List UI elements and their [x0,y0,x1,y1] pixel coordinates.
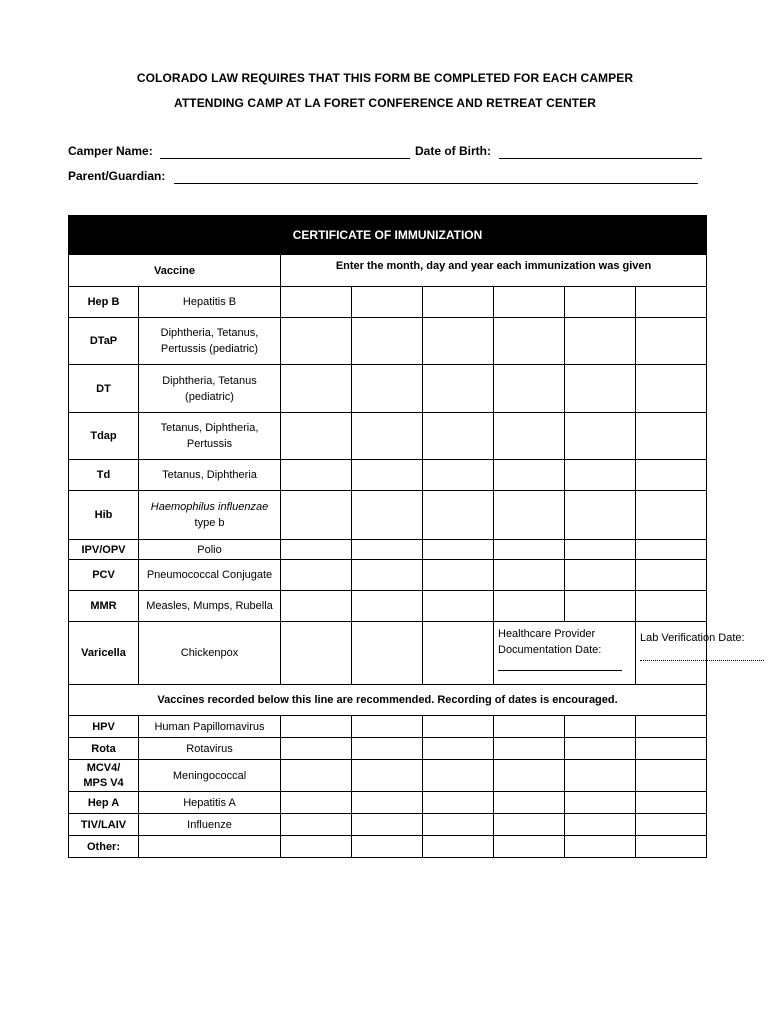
date-cell[interactable] [565,814,636,836]
date-of-birth-label: Date of Birth: [415,144,491,158]
date-cell[interactable] [565,792,636,814]
vaccine-row-hib [69,491,707,540]
date-cell[interactable] [352,738,423,760]
date-cell[interactable] [494,365,565,413]
date-cell[interactable] [494,560,565,591]
date-cell[interactable] [423,622,494,685]
date-cell[interactable] [494,836,565,858]
date-cell[interactable] [423,460,494,491]
date-cell[interactable] [352,792,423,814]
date-cell[interactable] [494,491,565,540]
vaccine-name: Rotavirus [139,738,281,760]
date-cell[interactable] [352,760,423,792]
vaccine-code: Hep B [69,287,139,318]
certificate-title: CERTIFICATE OF IMMUNIZATION [69,216,707,255]
vaccine-row-dt [69,365,707,413]
vaccine-row-tdap [69,413,707,460]
date-cell[interactable] [565,491,636,540]
vaccine-code: Rota [69,738,139,760]
form-heading-line-1: COLORADO LAW REQUIRES THAT THIS FORM BE COMPLETED FOR EACH CAMPER [136,71,634,85]
date-cell[interactable] [565,287,636,318]
date-cell[interactable] [281,738,352,760]
vaccine-column-header: Vaccine [69,255,281,287]
date-cell[interactable] [281,413,352,460]
date-cell[interactable] [281,287,352,318]
vaccine-code: Tdap [69,413,139,460]
date-cell[interactable] [636,491,707,540]
vaccine-name-rest: type b [194,517,225,529]
date-cell[interactable] [494,287,565,318]
recommended-note: Vaccines recorded below this line are recommended. Recording of dates is encouraged. [69,685,707,716]
date-cell[interactable] [494,318,565,365]
vaccine-code: HPV [69,716,139,738]
vaccine-row-hpv [69,716,707,738]
date-cell[interactable] [352,836,423,858]
vaccine-code: Varicella [69,622,139,685]
vaccine-code: TIV/LAIV [69,814,139,836]
vaccine-name: Measles, Mumps, Rubella [139,591,281,622]
date-cell[interactable] [565,365,636,413]
camper-name-label: Camper Name: [68,144,153,158]
vaccine-name: Influenze [139,814,281,836]
date-cell[interactable] [494,814,565,836]
date-cell[interactable] [281,591,352,622]
date-cell[interactable] [494,460,565,491]
date-cell[interactable] [423,836,494,858]
vaccine-row-influenza [69,814,707,836]
date-cell[interactable] [494,413,565,460]
date-cell[interactable] [423,491,494,540]
date-cell[interactable] [494,540,565,560]
camper-info-row [68,144,708,162]
vaccine-name: Hepatitis B [139,287,281,318]
vaccine-code: MCV4/ MPS V4 [69,760,139,792]
date-cell[interactable] [565,591,636,622]
date-cell[interactable] [281,491,352,540]
date-cell[interactable] [281,836,352,858]
date-cell[interactable] [423,792,494,814]
date-cell[interactable] [636,287,707,318]
date-cell[interactable] [281,560,352,591]
date-cell[interactable] [494,760,565,792]
date-cell[interactable] [636,413,707,460]
date-cell[interactable] [281,760,352,792]
date-cell[interactable] [636,540,707,560]
date-cell[interactable] [423,287,494,318]
date-cell[interactable] [636,318,707,365]
date-cell[interactable] [352,491,423,540]
vaccine-name-field[interactable] [139,836,281,858]
vaccine-code: DTaP [69,318,139,365]
parent-guardian-label: Parent/Guardian: [68,169,166,183]
date-cell[interactable] [281,318,352,365]
date-cell[interactable] [281,622,352,685]
date-cell[interactable] [565,760,636,792]
vaccine-row-mcv4 [69,760,707,792]
vaccine-name: Human Papillomavirus [139,716,281,738]
date-cell[interactable] [423,738,494,760]
date-cell[interactable] [565,540,636,560]
vaccine-name: Pneumococcal Conjugate [139,560,281,591]
vaccine-code: Other: [69,836,139,858]
date-cell[interactable] [565,836,636,858]
date-cell[interactable] [423,716,494,738]
vaccine-name [139,491,281,540]
date-cell[interactable] [352,716,423,738]
camper-name-field[interactable] [160,144,410,159]
date-cell[interactable] [423,814,494,836]
vaccine-row-hep-b [69,287,707,318]
dates-column-header: Enter the month, day and year each immunization was given [281,255,707,287]
vaccine-row-rota [69,738,707,760]
date-cell[interactable] [423,413,494,460]
date-cell[interactable] [494,591,565,622]
date-cell[interactable] [352,591,423,622]
date-of-birth-field[interactable] [499,144,702,159]
vaccine-name: Tetanus, Diphtheria [139,460,281,491]
date-cell[interactable] [636,760,707,792]
vaccine-name: Tetanus, Diphtheria, Pertussis [139,413,281,460]
date-cell[interactable] [352,318,423,365]
vaccine-code: Td [69,460,139,491]
date-cell[interactable] [636,836,707,858]
date-cell[interactable] [281,365,352,413]
date-cell[interactable] [423,591,494,622]
immunization-table [68,215,745,858]
date-cell[interactable] [423,560,494,591]
date-cell[interactable] [636,738,707,760]
date-cell[interactable] [423,318,494,365]
guardian-row [68,169,708,187]
vaccine-code: Hep A [69,792,139,814]
lab-verification-line [640,650,764,661]
date-cell[interactable] [352,540,423,560]
date-cell[interactable] [636,792,707,814]
date-cell[interactable] [352,460,423,491]
date-cell[interactable] [565,413,636,460]
vaccine-row-other [69,836,707,858]
vaccine-name: Meningococcal [139,760,281,792]
vaccine-code: Hib [69,491,139,540]
provider-documentation-cell[interactable] [494,622,636,685]
vaccine-code: MMR [69,591,139,622]
vaccine-name: Diphtheria, Tetanus, Pertussis (pediatric) [139,318,281,365]
date-cell[interactable] [636,365,707,413]
date-cell[interactable] [352,287,423,318]
date-cell[interactable] [423,760,494,792]
vaccine-code: IPV/OPV [69,540,139,560]
parent-guardian-field[interactable] [174,169,698,184]
vaccine-row-hep-a [69,792,707,814]
vaccine-name: Polio [139,540,281,560]
date-cell[interactable] [565,318,636,365]
vaccine-row-varicella [69,622,707,685]
vaccine-row-pcv [69,560,707,591]
provider-documentation-line [498,660,622,671]
date-cell[interactable] [281,540,352,560]
date-cell[interactable] [494,716,565,738]
vaccine-name: Hepatitis A [139,792,281,814]
vaccine-code: PCV [69,560,139,591]
form-heading-line-2: ATTENDING CAMP AT LA FORET CONFERENCE AND RETREAT CENTER [173,96,597,110]
vaccine-row-ipv [69,540,707,560]
date-cell[interactable] [281,814,352,836]
vaccine-code: DT [69,365,139,413]
vaccine-row-dtap [69,318,707,365]
date-cell[interactable] [423,540,494,560]
date-cell[interactable] [636,460,707,491]
lab-verification-cell[interactable] [636,622,745,685]
provider-documentation-label: Healthcare Provider Documentation Date: [498,628,602,656]
vaccine-row-td [69,460,707,491]
date-cell[interactable] [352,814,423,836]
vaccine-name-italic: Haemophilus influenzae [150,501,269,513]
date-cell[interactable] [565,738,636,760]
vaccine-name: Diphtheria, Tetanus (pediatric) [139,365,281,413]
vaccine-row-mmr [69,591,707,622]
vaccine-name: Chickenpox [139,622,281,685]
date-cell[interactable] [636,814,707,836]
date-cell[interactable] [352,622,423,685]
date-cell[interactable] [352,413,423,460]
date-cell[interactable] [352,560,423,591]
date-cell[interactable] [565,560,636,591]
date-cell[interactable] [636,560,707,591]
date-cell[interactable] [636,591,707,622]
date-cell[interactable] [565,460,636,491]
date-cell[interactable] [423,365,494,413]
date-cell[interactable] [281,716,352,738]
date-cell[interactable] [281,460,352,491]
lab-verification-label: Lab Verification Date: [640,632,745,644]
date-cell[interactable] [565,716,636,738]
recommended-note-row [69,685,707,716]
date-cell[interactable] [494,738,565,760]
date-cell[interactable] [494,792,565,814]
date-cell[interactable] [636,716,707,738]
date-cell[interactable] [352,365,423,413]
date-cell[interactable] [281,792,352,814]
